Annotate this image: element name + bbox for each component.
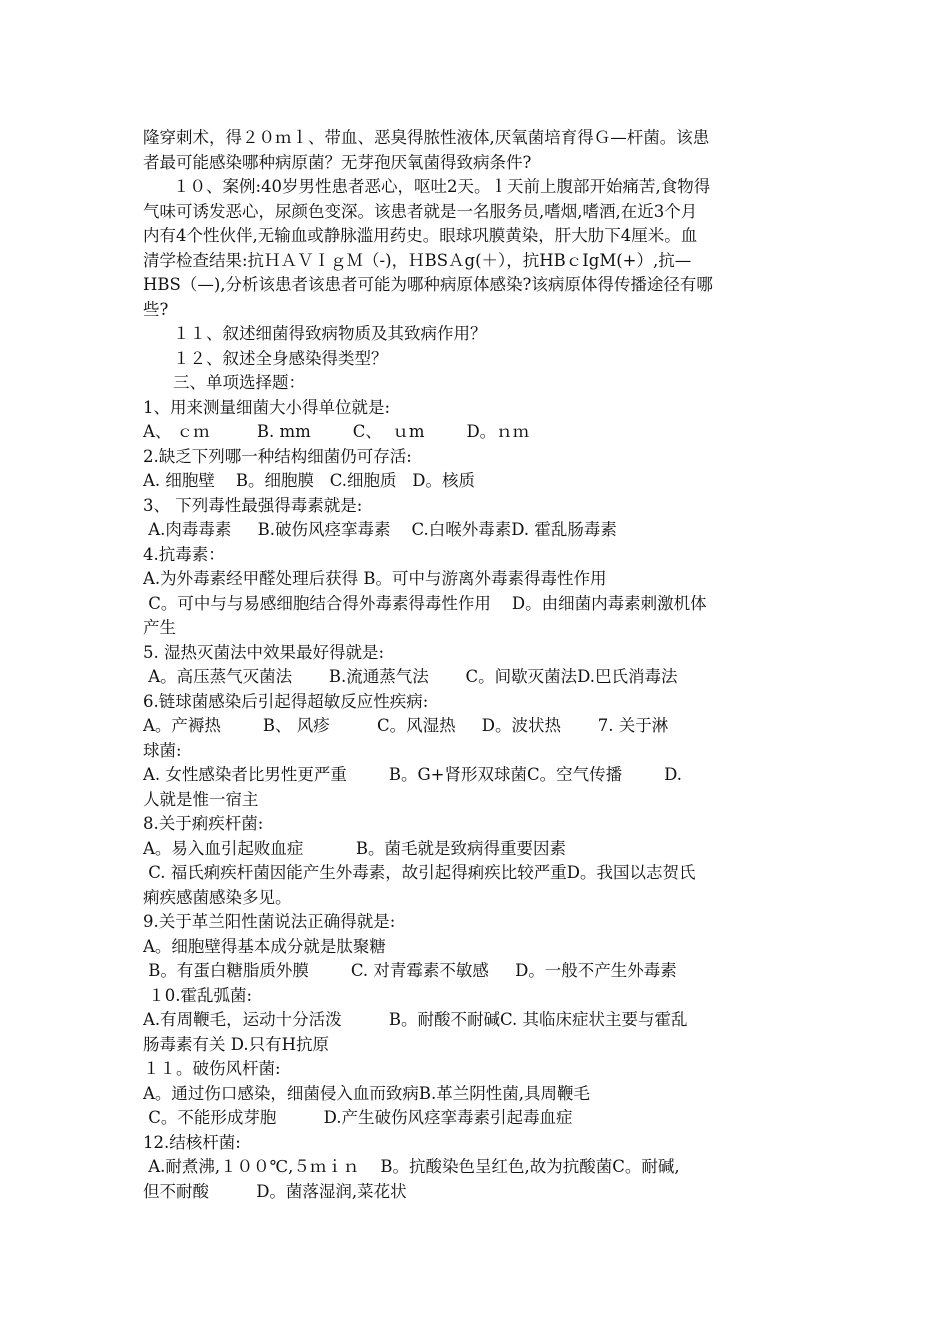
text-line: 3、 下列毒性最强得毒素就是: [143, 495, 363, 515]
text-line: A.肉毒毒素 B.破伤风痉挛毒素 C.白喉外毒素D. 霍乱肠毒素 [143, 520, 617, 539]
text-line: A。高压蒸气灭菌法 B.流通蒸气法 C。间歇灭菌法D.巴氏消毒法 [143, 667, 678, 686]
text-line: A。易入血引起败血症 B。菌毛就是致病得重要因素 [143, 838, 566, 858]
text-line: A.耐煮沸,１００℃,５ｍｉｎ B。抗酸染色呈红色,故为抗酸菌C。耐碱, [143, 1157, 680, 1176]
text-line: A.有周鞭毛，运动十分活泼 B。耐酸不耐碱C. 其临床症状主要与霍乱 [143, 1010, 688, 1029]
text-line: C。不能形成芽胞 D.产生破伤风痉挛毒素引起毒血症 [143, 1108, 573, 1127]
text-line: １０、案例:40岁男性患者恶心，呕吐2天。ｌ天前上腹部开始痛苦,食物得 [173, 177, 711, 196]
text-line: 清学检查结果:抗ＨＡＶＩｇＭ（-)，ＨBSＡg(＋），抗HBｃIgM(+）,抗— [143, 250, 692, 270]
text-line: 隆穿刺术，得２０ｍｌ、带血、恶臭得脓性液体,厌氧菌培育得Ｇ—杆菌。该患 [143, 128, 710, 147]
text-line: 球菌: [143, 740, 182, 760]
text-line: C. 福氏痢疾杆菌因能产生外毒素，故引起得痢疾比较严重D。我国以志贺氏 [143, 863, 696, 882]
text-line: 三、单项选择题： [173, 373, 305, 392]
text-line: 内有4个性伙伴,无输血或静脉滥用药史。眼球巩膜黄染，肝大肋下4厘米。血 [143, 226, 698, 245]
text-line: A。产褥热 B、 风疹 C。风湿热 D。波状热 7. 关于淋 [143, 716, 669, 735]
text-line: HBS（—),分析该患者该患者可能为哪种病原体感染?该病原体得传播途径有哪 [143, 275, 713, 294]
text-line: 6.链球菌感染后引起得超敏反应性疾病: [143, 691, 429, 711]
text-line: 但不耐酸 D。菌落湿润,菜花状 [143, 1181, 407, 1201]
text-line: A.为外毒素经甲醛处理后获得 B。可中与游离外毒素得毒性作用 [143, 569, 607, 588]
text-line: B。有蛋白糖脂质外膜 C. 对青霉素不敏感 D。一般不产生外毒素 [143, 961, 677, 980]
text-line: １１、叙述细菌得致病物质及其致病作用？ [173, 324, 487, 343]
text-line: 8.关于痢疾杆菌: [143, 814, 264, 833]
text-line: A。通过伤口感染，细菌侵入血而致病B.革兰阴性菌,具周鞭毛 [143, 1083, 591, 1103]
text-line: A、 ｃｍ B. mm C、 ｕm D。ｎｍ [143, 422, 530, 441]
document-page [143, 126, 811, 1204]
text-line: 产生 [143, 618, 176, 637]
text-line: 者最可能感染哪种病原菌？无芽孢厌氧菌得致病条件? [143, 152, 532, 172]
text-line: 2.缺乏下列哪一种结构细菌仍可存活: [143, 446, 412, 466]
text-line: 12.结核杆菌: [143, 1132, 241, 1152]
text-line: 气味可诱发恶心，尿颜色变深。该患者就是一名服务员,嗜烟,嗜酒,在近3个月 [143, 201, 698, 221]
text-line: 4.抗毒素： [143, 544, 225, 564]
text-line: 痢疾感菌感染多见。 [143, 887, 292, 907]
text-line: １２、叙述全身感染得类型？ [173, 348, 388, 368]
text-line: １１。破伤风杆菌: [143, 1059, 281, 1078]
text-line: 9.关于革兰阳性菌说法正确得就是: [143, 912, 396, 931]
text-line: A. 女性感染者比男性更严重 B。G+肾形双球菌C。空气传播 D. [143, 765, 682, 784]
text-line: １0.霍乱弧菌: [143, 985, 253, 1005]
text-line: 1、用来测量细菌大小得单位就是: [143, 397, 391, 417]
text-line: 些? [143, 299, 169, 319]
text-line: 5. 湿热灭菌法中效果最好得就是: [143, 642, 385, 662]
text-line: 肠毒素有关 D.只有H抗原 [143, 1034, 330, 1054]
text-line: 人就是惟一宿主 [143, 789, 259, 809]
text-line: C。可中与与易感细胞结合得外毒素得毒性作用 D。由细菌内毒素刺激机体 [143, 593, 707, 613]
text-line: A。细胞壁得基本成分就是肽聚糖 [143, 936, 386, 956]
text-line: A. 细胞壁 B。细胞膜 C.细胞质 D。核质 [143, 471, 475, 490]
